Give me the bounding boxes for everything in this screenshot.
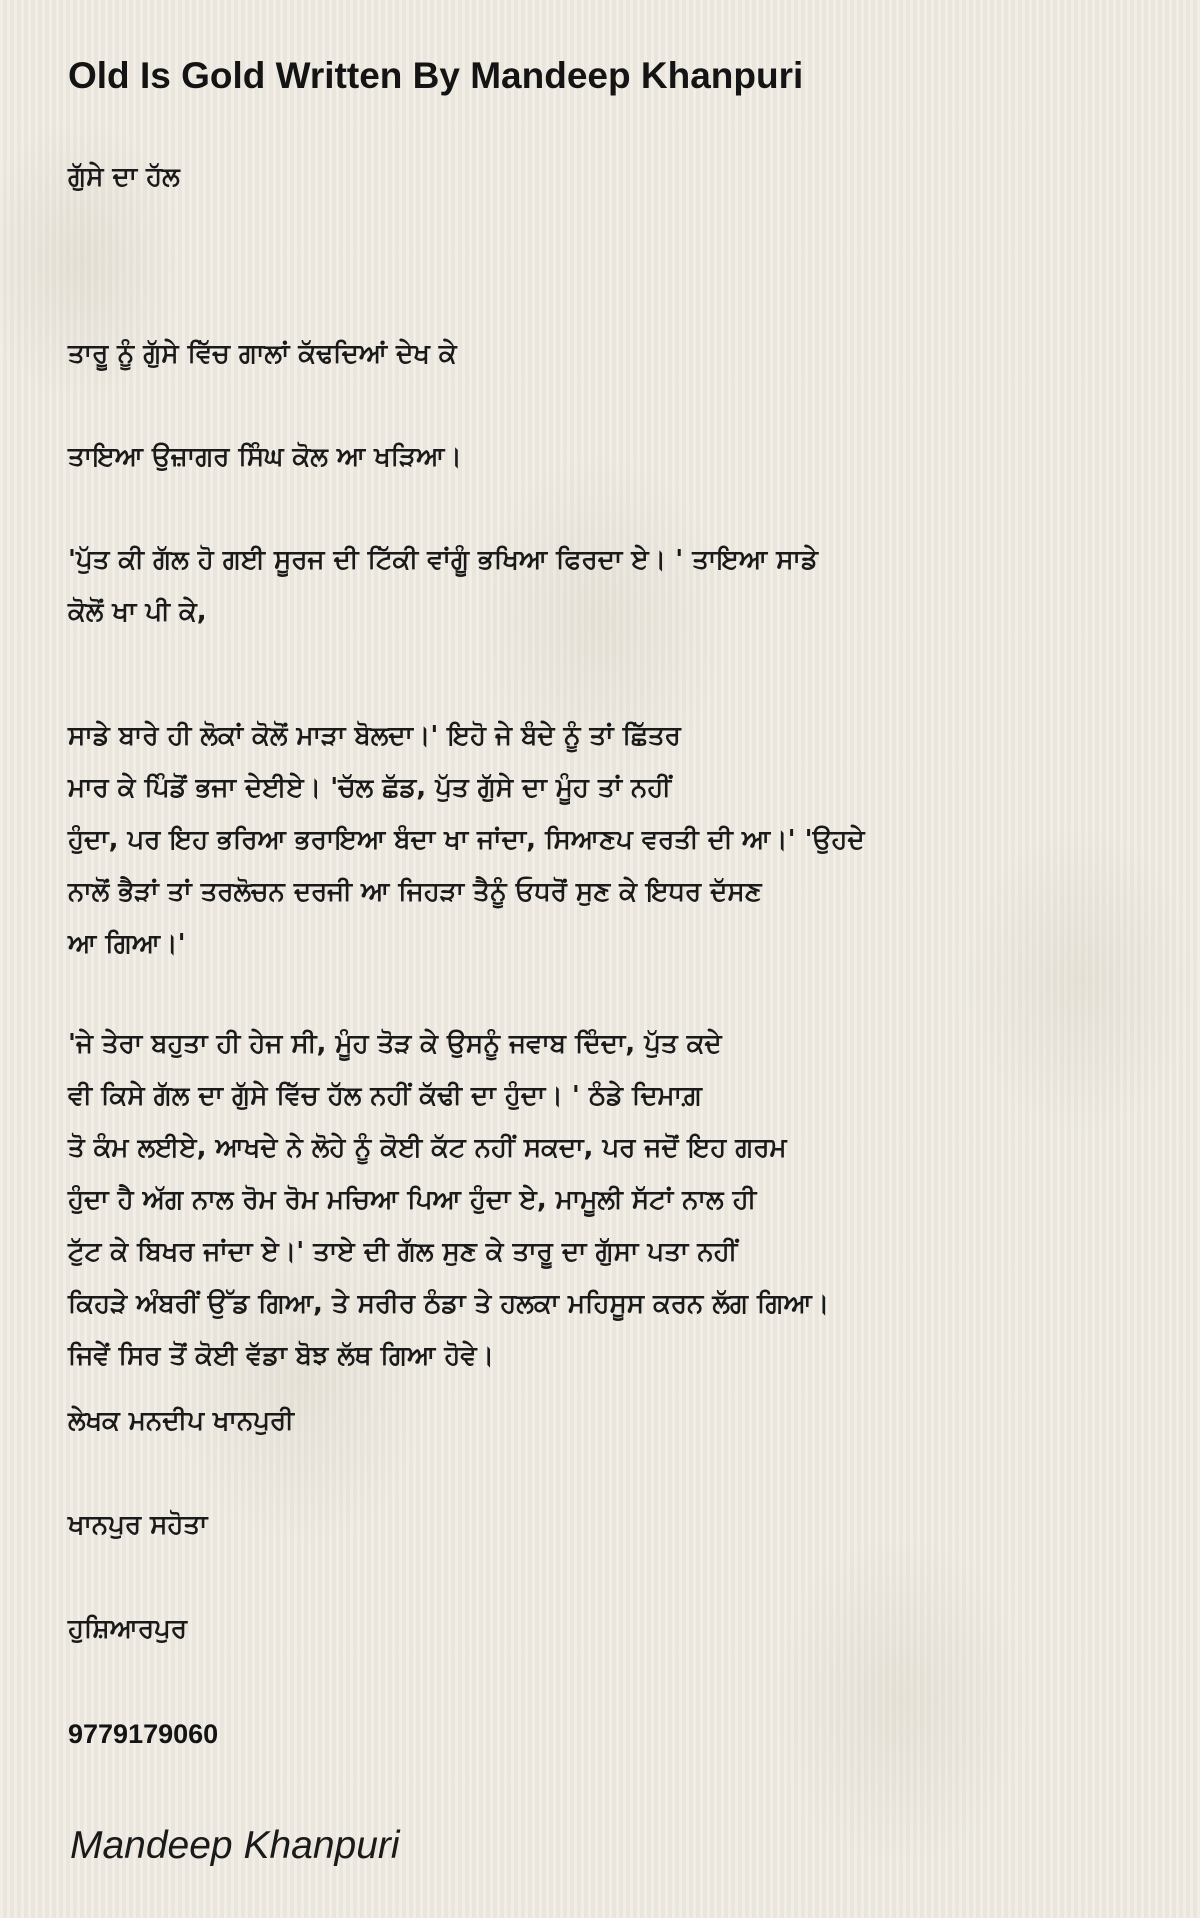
poem-line: ਤੋ ਕੰਮ ਲਈਏ, ਆਖਦੇ ਨੇ ਲੋਹੇ ਨੂੰ ਕੋਈ ਕੱਟ ਨਹੀਂ ਸਕਦਾ, ਪਰ ਜਦੋਂ ਇਹ ਗਰਮ [68, 1133, 787, 1163]
poem-line: ਟੁੱਟ ਕੇ ਬਿਖਰ ਜਾਂਦਾ ਏ।' ਤਾਏ ਦੀ ਗੱਲ ਸੁਣ ਕੇ ਤਾਰੂ ਦਾ ਗੁੱਸਾ ਪਤਾ ਨਹੀਂ [68, 1237, 738, 1267]
stanza-2 [68, 431, 1138, 483]
district-line: ਹੁਸ਼ਿਆਰਪੁਰ [68, 1614, 187, 1644]
poem-line: 'ਜੇ ਤੇਰਾ ਬਹੁਤਾ ਹੀ ਹੇਜ ਸੀ, ਮੂੰਹ ਤੋੜ ਕੇ ਉਸਨੂੰ ਜਵਾਬ ਦਿੰਦਾ, ਪੁੱਤ ਕਦੇ [68, 1029, 722, 1059]
poem-line: ਸਾਡੇ ਬਾਰੇ ਹੀ ਲੋਕਾਂ ਕੋਲੋਂ ਮਾੜਾ ਬੋਲਦਾ।' ਇਹੋ ਜੇ ਬੰਦੇ ਨੂੰ ਤਾਂ ਛਿੱਤਰ [68, 721, 681, 751]
poem-card [68, 46, 1148, 1867]
poem-line: ਜਿਵੇਂ ਸਿਰ ਤੋਂ ਕੋਈ ਵੱਡਾ ਬੋਝ ਲੱਥ ਗਿਆ ਹੋਵੇ। [68, 1341, 495, 1371]
stanza-5 [68, 1018, 1138, 1382]
stanza-4 [68, 710, 1138, 970]
stanza-1 [68, 328, 1138, 380]
poem-line: ਹੁੰਦਾ, ਪਰ ਇਹ ਭਰਿਆ ਭਰਾਇਆ ਬੰਦਾ ਖਾ ਜਾਂਦਾ, ਸਿਆਣਪ ਵਰਤੀ ਦੀ ਆ।' 'ਉਹਦੇ [68, 825, 865, 855]
author-signature: Mandeep Khanpuri [70, 1824, 400, 1867]
poem-line: ਤਾਰੂ ਨੂੰ ਗੁੱਸੇ ਵਿੱਚ ਗਾਲਾਂ ਕੱਢਦਿਆਂ ਦੇਖ ਕੇ [68, 339, 457, 369]
poem-line: ਆ ਗਿਆ।' [68, 929, 186, 959]
poem-line: ਕੋਲੋਂ ਖਾ ਪੀ ਕੇ, [68, 597, 207, 627]
poem-line: ਹੁੰਦਾ ਹੈ ਅੱਗ ਨਾਲ ਰੋਮ ਰੋਮ ਮਚਿਆ ਪਿਆ ਹੁੰਦਾ ਏ, ਮਾਮੂਲੀ ਸੱਟਾਂ ਨਾਲ ਹੀ [68, 1185, 757, 1215]
poem-line: ਕਿਹੜੇ ਅੰਬਰੀਂ ਉੱਡ ਗਿਆ, ਤੇ ਸਰੀਰ ਠੰਡਾ ਤੇ ਹਲਕਾ ਮਹਿਸੂਸ ਕਰਨ ਲੱਗ ਗਿਆ। [68, 1289, 830, 1319]
poem-subtitle: ਗੁੱਸੇ ਦਾ ਹੱਲ [68, 162, 180, 192]
poem-line: ਮਾਰ ਕੇ ਪਿੰਡੋਂ ਭਜਾ ਦੇਈਏ। 'ਚੱਲ ਛੱਡ, ਪੁੱਤ ਗੁੱਸੇ ਦਾ ਮੂੰਹ ਤਾਂ ਨਹੀਂ [68, 773, 672, 803]
poem-line: 'ਪੁੱਤ ਕੀ ਗੱਲ ਹੋ ਗਈ ਸੂਰਜ ਦੀ ਟਿੱਕੀ ਵਾਂਗੂੰ ਭਖਿਆ ਫਿਰਦਾ ਏ। ' ਤਾਇਆ ਸਾਡੇ [68, 545, 818, 575]
poem-line: ਵੀ ਕਿਸੇ ਗੱਲ ਦਾ ਗੁੱਸੇ ਵਿੱਚ ਹੱਲ ਨਹੀਂ ਕੱਢੀ ਦਾ ਹੁੰਦਾ। ' ਠੰਡੇ ਦਿਮਾਗ਼ [68, 1081, 702, 1111]
poem-title: Old Is Gold Written By Mandeep Khanpuri [68, 55, 804, 96]
village-line: ਖਾਨਪੁਰ ਸਹੋਤਾ [68, 1510, 208, 1540]
stanza-3 [68, 534, 1138, 638]
poem-line: ਤਾਇਆ ਉਜ਼ਾਗਰ ਸਿੰਘ ਕੋਲ ਆ ਖੜਿਆ। [68, 442, 462, 472]
phone-number: 9779179060 [68, 1719, 219, 1749]
poem-line: ਨਾਲੋਂ ਭੈੜਾਂ ਤਾਂ ਤਰਲੋਚਨ ਦਰਜੀ ਆ ਜਿਹੜਾ ਤੈਨੂੰ ਓਧਰੋਂ ਸੁਣ ਕੇ ਇਧਰ ਦੱਸਣ [68, 877, 762, 907]
author-line: ਲੇਖਕ ਮਨਦੀਪ ਖਾਨਪੁਰੀ [68, 1406, 294, 1436]
